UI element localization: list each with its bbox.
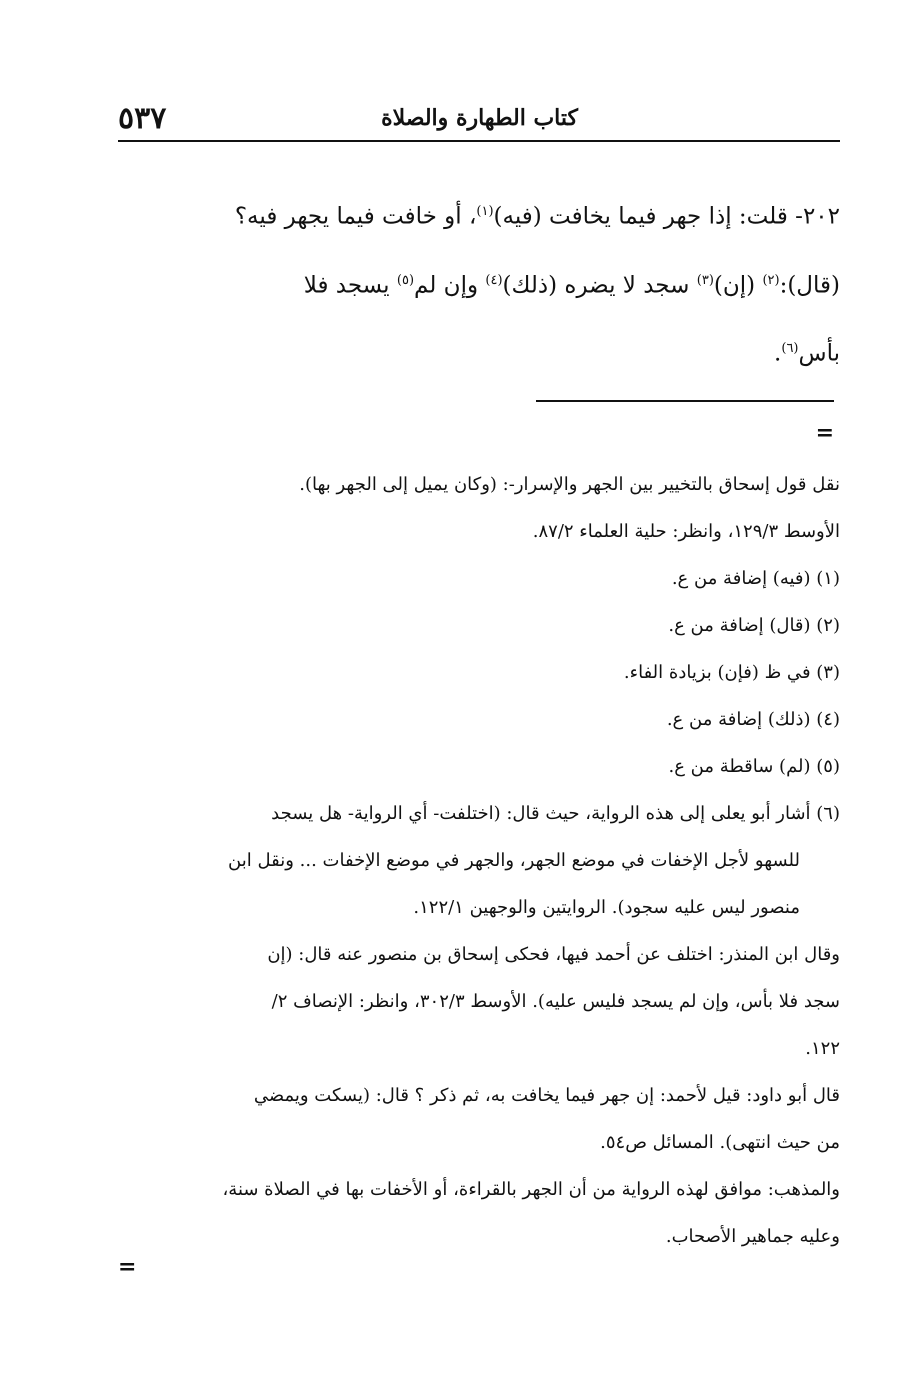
footnote-6-line: سجد فلا بأس، وإن لم يسجد فليس عليه). الأوسط ٣٠٢/٣، وانظر: الإنصاف ٢/ [271, 991, 840, 1012]
main-text [118, 180, 840, 386]
footnotes [118, 461, 840, 1260]
footnote-ref-6: (٦) [781, 341, 799, 357]
answer-text: يسجد فلا [303, 272, 397, 299]
page-number: ٥٣٧ [118, 100, 167, 136]
footnote-carryover-line: نقل قول إسحاق بالتخيير بين الجهر والإسرار-: (وكان يميل إلى الجهر بها). [299, 474, 840, 495]
footnote-6-line: منصور ليس عليه سجود). الروايتين والوجهين ١٢٢/١. [413, 897, 800, 918]
running-title: كتاب الطهارة والصلاة [381, 105, 578, 131]
answer-text: (قال): [779, 272, 840, 299]
footnote-5: (٥) (لم) ساقطة من ع. [668, 756, 840, 777]
continuation-mark-bottom: = [118, 1254, 137, 1280]
answer-text: (إن) [713, 272, 763, 299]
footnote-6-line: والمذهب: موافق لهذه الرواية من أن الجهر بالقراءة، أو الأخفات بها في الصلاة سنة، [222, 1179, 840, 1200]
footnote-6-line: (٦) أشار أبو يعلى إلى هذه الرواية، حيث قال: (اختلفت- أي الرواية- هل يسجد [271, 803, 840, 824]
footnote-6-line: وقال ابن المنذر: اختلف عن أحمد فيها، فحكى إسحاق بن منصور عنه قال: (إن [267, 944, 840, 965]
footnote-ref-3: (٣) [696, 272, 714, 288]
footnote-3: (٣) في ظ (فإن) بزيادة الفاء. [623, 662, 840, 683]
continuation-mark-top: = [815, 420, 834, 446]
footnote-ref-1: (١) [476, 204, 494, 219]
footnote-6-line: قال أبو داود: قيل لأحمد: إن جهر فيما يخافت به، ثم ذكر ؟ قال: (يسكت ويمضي [253, 1085, 840, 1106]
footnote-1: (١) (فيه) إضافة من ع. [671, 568, 840, 589]
footnote-6-line: من حيث انتهى). المسائل ص٥٤. [600, 1132, 840, 1153]
answer-text: . [774, 340, 782, 367]
footnote-ref-4: (٤) [485, 272, 503, 288]
footnote-2: (٢) (قال) إضافة من ع. [668, 615, 840, 636]
footnote-ref-2: (٢) [762, 272, 780, 288]
footnote-6-line: وعليه جماهير الأصحاب. [665, 1226, 840, 1247]
footnote-4: (٤) (ذلك) إضافة من ع. [666, 709, 840, 730]
page-header [118, 96, 840, 142]
footnote-separator [536, 400, 834, 402]
answer-paragraph [118, 249, 840, 386]
answer-text: وإن لم [414, 272, 486, 299]
footnote-ref-5: (٥) [396, 272, 415, 288]
footnote-6-line: ١٢٢. [805, 1038, 840, 1059]
question-text: - قلت: إذا جهر فيما يخافت (فيه) [493, 203, 803, 230]
answer-text: بأس [798, 340, 840, 367]
footnote-6-line: للسهو لأجل الإخفات في موضع الجهر، والجهر في موضع الإخفات ... ونقل ابن [228, 850, 800, 871]
footnote-carryover-line: الأوسط ١٢٩/٣، وانظر: حلية العلماء ٨٧/٢. [532, 521, 840, 542]
answer-text: سجد لا يضره (ذلك) [502, 272, 697, 299]
question-text-end: ، أو خافت فيما يجهر فيه؟ [234, 203, 477, 230]
question-paragraph [118, 180, 840, 249]
question-number: ٢٠٢ [802, 203, 840, 230]
